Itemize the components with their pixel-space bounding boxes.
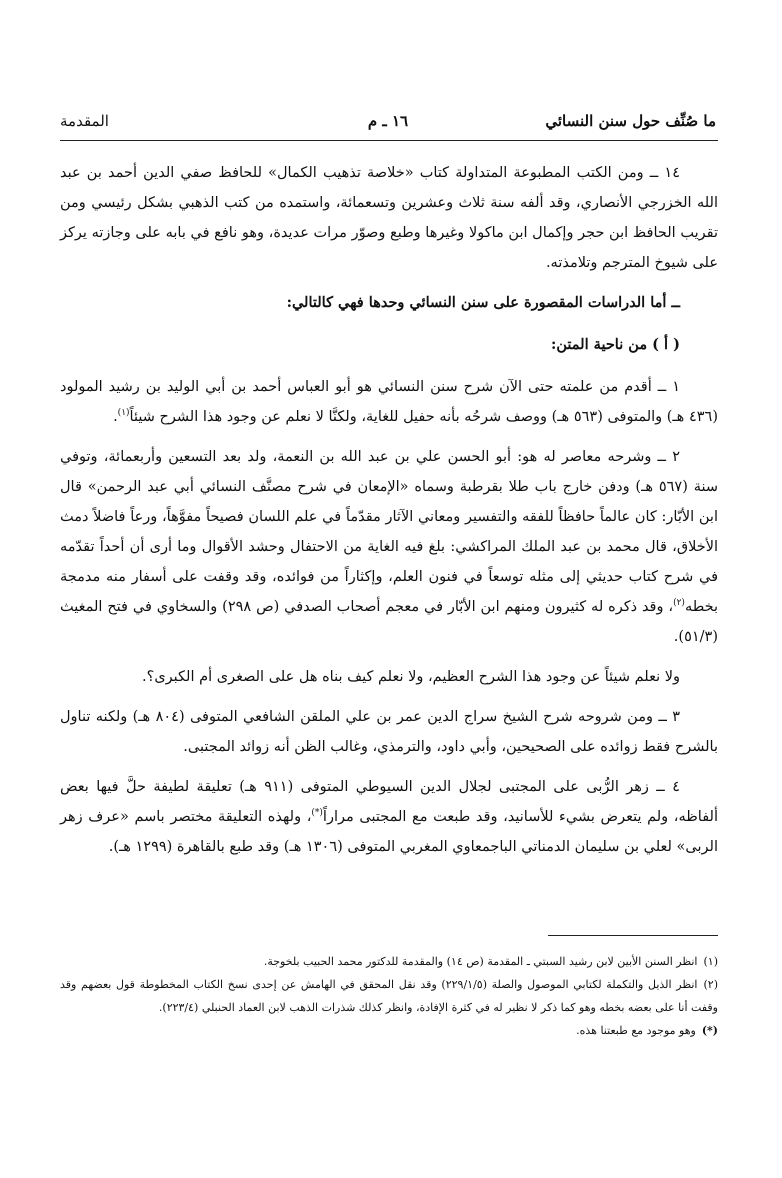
header-book-title: ما صُنِّف حول سنن النسائي [545,112,716,130]
footnote-star-marker: (*) [701,1024,718,1037]
paragraph-4 [60,772,718,862]
heading-studies: ــ أما الدراسات المقصورة على سنن النسائي وحدها فهي كالتالي: [286,294,680,311]
footnote-ref-1: (١) [117,408,130,419]
footnotes [60,950,718,1042]
paragraph-14: ١٤ ــ ومن الكتب المطبوعة المتداولة كتاب «خلاصة تذهيب الكمال» للحافظ صفي الدين أحمد بن عبد الله الخزرجي الأنصاري، وقد ألفه سنة ثلاث وعشرين وتسعمائة، واستمده من كتب الذهبي بشكل رئيسي ومن تقريب الحافظ ابن حجر وإكمال ابن ماكولا وغيرها وطبع وصوّر مرات عديدة، وهو نافع في بابه على وجازته يركز على شيوخ المترجم وتلامذته. [60,165,718,271]
paragraph-2-text: ٢ ــ وشرحه معاصر له هو: أبو الحسن علي بن عبد الله بن النعمة، ولد بعد التسعين وأربعمائة، وتوفي سنة (٥٦٧ هـ) ودفن خارج باب طلا بقرطبة وسماه «الإمعان في شرح مصنَّف النسائي أبي عبد الرحمن» قال ابن الأبّار: كان عالماً حافظاً للفقه والتفسير ومعاني الآثار مقدّماً في علم اللسان فصيحاً مفوَّهاً، ورعاً فاضلاً دمث الأخلاق، قال محمد بن عبد الملك المراكشي: بلغ فيه الغاية من الاحتفال وحشد الأقوال وما أرى أن أحداً تقدّمه في شرح كتاب حديثي إلى مثله توسعاً في فنون العلم، وإكثاراً من فوائده، وقد وقفت على أسفار منه مدمجة بخطه [60,449,719,615]
paragraph-3: ٣ ــ ومن شروحه شرح الشيخ سراج الدين عمر بن علي الملقن الشافعي المتوفى (٨٠٤ هـ) ولكنه تناول بالشرح فقط زوائده على الصحيحين، وأبي داود، والترمذي، وغالب الظن أنه زوائد المجتبى. [60,709,718,755]
footnote-1-marker: (١) [703,955,718,968]
paragraph-4-text: ٤ ــ زهر الرُّبى على المجتبى لجلال الدين السيوطي المتوفى (٩١١ هـ) تعليقة لطيفة حلَّ فيها بعض ألفاظه، ولم يتعرض بشيء للأسانيد، وقد طبعت مع المجتبى مراراً [60,779,718,825]
header-rule [60,140,718,141]
heading-matn: ( أ ) من ناحية المتن: [551,336,680,353]
footnote-ref-2: (٢) [673,598,685,609]
paragraph-2b: ولا نعلم شيئاً عن وجود هذا الشرح العظيم، ولا نعلم كيف بناه هل على الصغرى أم الكبرى؟. [142,669,680,685]
footnote-star-text: وهو موجود مع طبعتنا هذه. [576,1024,696,1037]
footnote-2-marker: (٢) [703,978,718,991]
paragraph-1 [60,372,718,432]
header-section-title: المقدمة [60,112,109,130]
footnote-2 [60,973,718,1019]
footnote-star [60,1019,718,1042]
footnote-1-text: انظر السنن الأبين لابن رشيد السبتي ـ المقدمة (ص ١٤) والمقدمة للدكتور محمد الحبيب بلخوجة. [263,955,698,968]
footnote-1 [60,950,718,973]
running-header [60,112,716,136]
paragraph-2-end: ، وقد ذكره له كثيرون ومنهم ابن الأبّار في معجم أصحاب الصدفي (ص ٢٩٨) والسخاوي في فتح المغيث (٥١/٣). [60,599,718,645]
footnote-ref-star: (*) [311,808,323,819]
paragraph-4-end: ، ولهذه التعليقة مختصر باسم «عرف زهر الربى» لعلي بن سليمان الدمناتي الباجمعاوي المغربي المتوفى (١٣٠٦ هـ) وقد طبع بالقاهرة (١٢٩٩ هـ). [60,809,718,855]
paragraph-1-text: ١ ــ أقدم من علمته حتى الآن شرح سنن النسائي هو أبو العباس أحمد بن أبي الوليد بن رشيد المولود (٤٣٦ هـ) والمتوفى (٥٦٣ هـ) ووصف شرحُه بأنه حفيل للغاية، ولكنَّا لا نعلم عن وجود هذا الشرح شيئاً [60,379,718,425]
header-page-number: ١٦ ـ م [367,112,409,130]
paragraph-2 [60,442,718,652]
footnote-rule [548,935,718,936]
body-text [60,158,718,872]
footnote-2-text: انظر الذيل والتكملة لكتابي الموصول والصلة (٢٢٩/١/٥) وقد نقل المحقق في الهامش عن إحدى نسخ الكتاب المخطوطة قول بعضهم وقد وقفت أنا على بعضه بخطه وهو كما ذكر لا نظير له في كثرة الإفادة، وانظر كذلك شذرات الذهب لابن العماد الحنبلي (٢٢٣/٤). [60,978,718,1014]
paragraph-1-end: . [113,409,118,425]
